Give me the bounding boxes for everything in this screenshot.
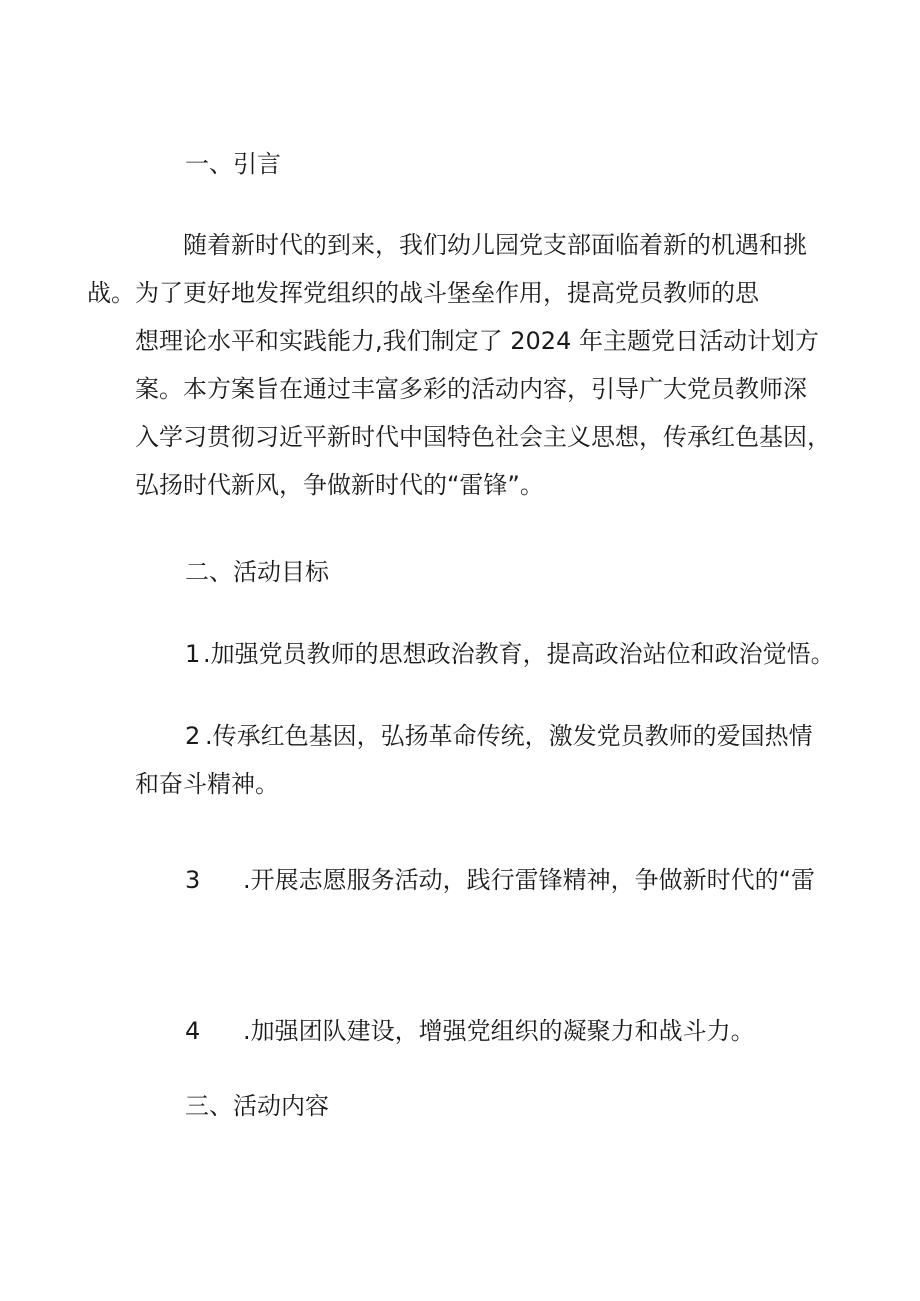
paragraph-line: 弘扬时代新风，争做新时代的“雷锋”。 <box>135 471 544 499</box>
section-heading-content: 三、活动内容 <box>185 1092 329 1120</box>
section-heading-introduction: 一、引言 <box>185 150 281 178</box>
paragraph-line: 入学习贯彻习近平新时代中国特色社会主义思想，传承红色基因， <box>135 423 831 451</box>
goal-text-continuation: 和奋斗精神。 <box>135 770 279 798</box>
introduction-paragraph <box>87 221 831 509</box>
goal-number: 4 <box>185 1017 201 1045</box>
goal-number: 2 <box>185 722 201 750</box>
paragraph-line: 案。本方案旨在通过丰富多彩的活动内容，引导广大党员教师深 <box>135 375 807 403</box>
goal-number: 1 <box>185 640 201 668</box>
goal-text: .加强党员教师的思想政治教育，提高政治站位和政治觉悟。 <box>203 640 835 668</box>
paragraph-line: 战。为了更好地发挥党组织的战斗堡垒作用，提高党员教师的思 <box>87 279 759 307</box>
paragraph-line: 想理论水平和实践能力,我们制定了 2024 年主题党日活动计划方 <box>135 327 819 355</box>
goal-text: .开展志愿服务活动，践行雷锋精神，争做新时代的“雷 <box>243 866 816 894</box>
goal-text: .传承红色基因，弘扬革命传统，激发党员教师的爱国热情 <box>205 722 813 750</box>
paragraph-line: 随着新时代的到来，我们幼儿园党支部面临着新的机遇和挑 <box>183 231 807 259</box>
section-heading-goals: 二、活动目标 <box>185 558 329 586</box>
goal-number: 3 <box>185 866 201 894</box>
goal-text: .加强团队建设，增强党组织的凝聚力和战斗力。 <box>243 1017 755 1045</box>
